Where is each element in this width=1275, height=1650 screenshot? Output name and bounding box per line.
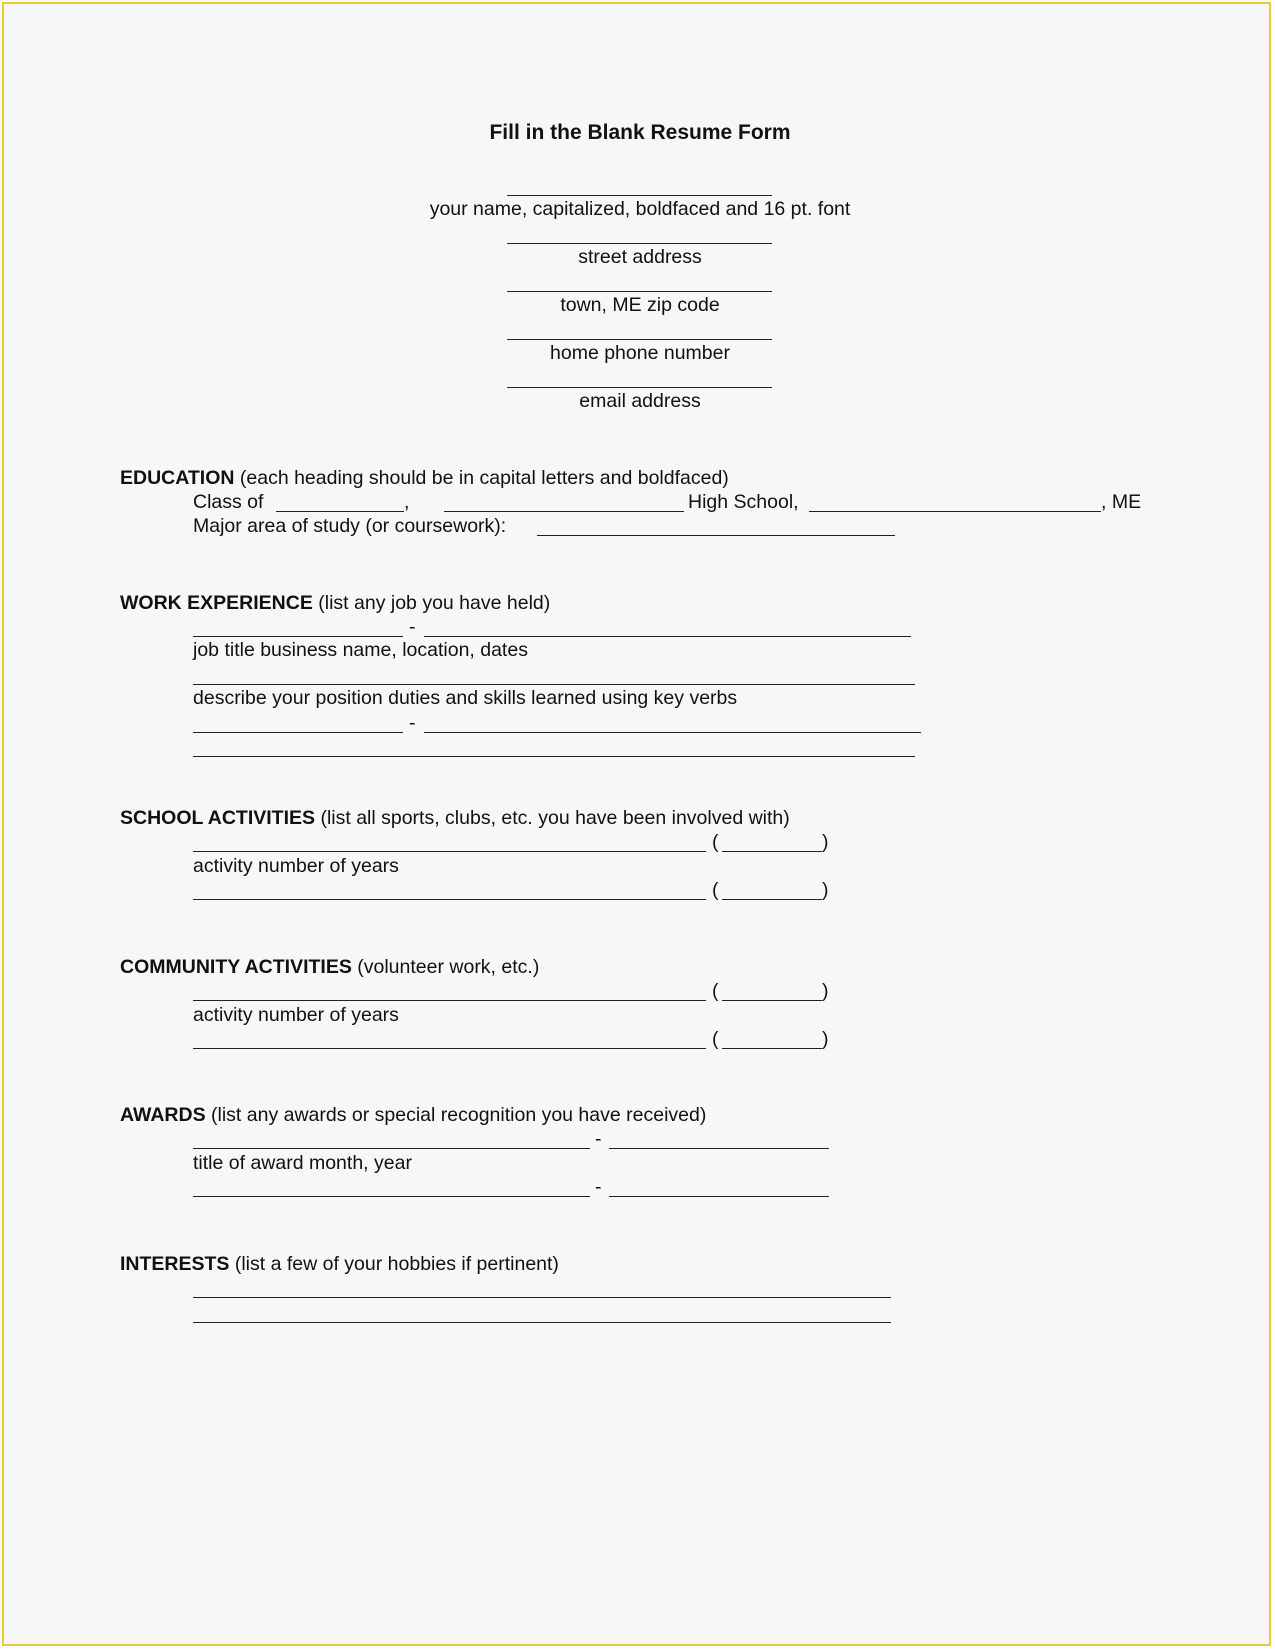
community-years-blank-1[interactable] bbox=[722, 1000, 822, 1001]
award-label: title of award month, year bbox=[193, 1152, 412, 1174]
education-heading-row bbox=[120, 467, 729, 490]
resume-form-page bbox=[2, 2, 1271, 1646]
awards-heading: AWARDS bbox=[120, 1104, 206, 1126]
school-open-paren-2: ( bbox=[712, 879, 719, 901]
business-info-blank-1[interactable] bbox=[424, 636, 911, 637]
award-title-blank-2[interactable] bbox=[193, 1196, 590, 1197]
community-activity-label: activity number of years bbox=[193, 1004, 399, 1026]
award-title-blank-1[interactable] bbox=[193, 1148, 590, 1149]
community-heading-row bbox=[120, 956, 539, 979]
business-info-blank-2[interactable] bbox=[424, 732, 921, 733]
work-dash-2: - bbox=[409, 712, 416, 734]
work-heading: WORK EXPERIENCE bbox=[120, 592, 313, 614]
street-address-blank[interactable] bbox=[507, 243, 772, 244]
awards-heading-row bbox=[120, 1104, 706, 1127]
school-years-blank-1[interactable] bbox=[722, 851, 822, 852]
interests-heading-row bbox=[120, 1253, 559, 1276]
job-title-blank-1[interactable] bbox=[193, 636, 403, 637]
school-years-blank-2[interactable] bbox=[722, 899, 822, 900]
street-address-label: street address bbox=[578, 246, 702, 268]
email-label: email address bbox=[579, 390, 701, 412]
class-comma: , bbox=[404, 491, 410, 513]
community-years-blank-2[interactable] bbox=[722, 1048, 822, 1049]
school-note: (list all sports, clubs, etc. you have been involved with) bbox=[315, 807, 790, 829]
school-activity-blank-1[interactable] bbox=[193, 851, 706, 852]
community-open-paren-1: ( bbox=[712, 980, 719, 1002]
education-note: (each heading should be in capital letters and boldfaced) bbox=[234, 467, 729, 489]
award-date-blank-2[interactable] bbox=[609, 1196, 829, 1197]
interests-note: (list a few of your hobbies if pertinent) bbox=[229, 1253, 559, 1275]
high-school-name-blank[interactable] bbox=[444, 511, 684, 512]
home-phone-blank[interactable] bbox=[507, 339, 772, 340]
work-dash-1: - bbox=[409, 616, 416, 638]
work-heading-row bbox=[120, 592, 550, 615]
school-close-paren-2: ) bbox=[822, 879, 829, 901]
high-school-label: High School, bbox=[688, 491, 799, 513]
class-year-blank[interactable] bbox=[276, 511, 404, 512]
school-heading: SCHOOL ACTIVITIES bbox=[120, 807, 316, 829]
community-close-paren-2: ) bbox=[822, 1028, 829, 1050]
state-label: , ME bbox=[1101, 491, 1142, 513]
awards-note: (list any awards or special recognition you have received) bbox=[205, 1104, 707, 1126]
community-heading: COMMUNITY ACTIVITIES bbox=[120, 956, 352, 978]
home-phone-label: home phone number bbox=[550, 342, 730, 364]
duties-blank-2[interactable] bbox=[193, 756, 915, 757]
awards-dash-2: - bbox=[595, 1176, 602, 1198]
name-blank[interactable] bbox=[507, 195, 772, 196]
duties-blank-1[interactable] bbox=[193, 684, 915, 685]
town-zip-blank[interactable] bbox=[507, 291, 772, 292]
email-blank[interactable] bbox=[507, 387, 772, 388]
school-open-paren-1: ( bbox=[712, 831, 719, 853]
page-title: Fill in the Blank Resume Form bbox=[489, 121, 791, 144]
school-heading-row bbox=[120, 807, 790, 830]
interests-heading: INTERESTS bbox=[120, 1253, 230, 1275]
school-close-paren-1: ) bbox=[822, 831, 829, 853]
name-field-label: your name, capitalized, boldfaced and 16 pt. font bbox=[429, 198, 851, 220]
interests-blank-1[interactable] bbox=[193, 1297, 891, 1298]
community-activity-blank-2[interactable] bbox=[193, 1048, 706, 1049]
school-activity-blank-2[interactable] bbox=[193, 899, 706, 900]
town-blank[interactable] bbox=[809, 511, 1101, 512]
work-label-1: job title business name, location, dates bbox=[193, 639, 528, 661]
town-zip-label: town, ME zip code bbox=[560, 294, 720, 316]
major-label: Major area of study (or coursework): bbox=[193, 515, 507, 537]
education-heading: EDUCATION bbox=[120, 467, 235, 489]
award-date-blank-1[interactable] bbox=[609, 1148, 829, 1149]
school-activity-label: activity number of years bbox=[193, 855, 399, 877]
work-label-2: describe your position duties and skills learned using key verbs bbox=[193, 687, 738, 709]
community-open-paren-2: ( bbox=[712, 1028, 719, 1050]
awards-dash-1: - bbox=[595, 1128, 602, 1150]
major-blank[interactable] bbox=[537, 535, 895, 536]
community-close-paren-1: ) bbox=[822, 980, 829, 1002]
work-note: (list any job you have held) bbox=[312, 592, 551, 614]
interests-blank-2[interactable] bbox=[193, 1322, 891, 1323]
job-title-blank-2[interactable] bbox=[193, 732, 403, 733]
class-of-label: Class of bbox=[193, 491, 264, 513]
community-note: (volunteer work, etc.) bbox=[351, 956, 540, 978]
community-activity-blank-1[interactable] bbox=[193, 1000, 706, 1001]
